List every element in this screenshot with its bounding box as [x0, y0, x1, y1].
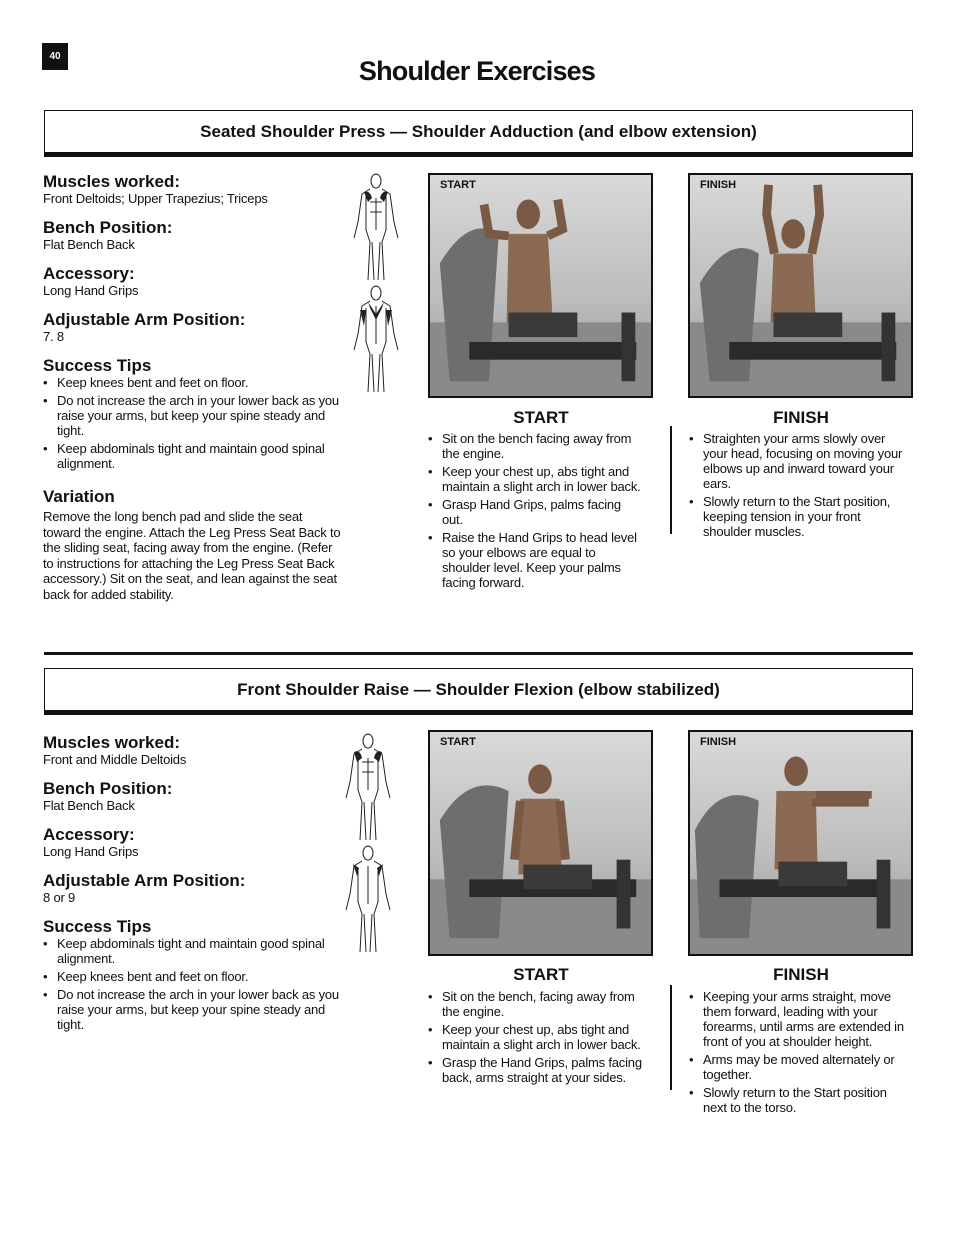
start-steps-list [428, 989, 644, 1088]
column-divider [670, 426, 672, 534]
finish-heading: FINISH [773, 408, 829, 427]
list-item: • Straighten your arms slowly over your head, focusing on moving your elbows up and inward toward your ears. [689, 431, 905, 491]
list-item: • Grasp Hand Grips, palms facing out. [428, 497, 644, 527]
anatomy-back-icon [348, 284, 404, 396]
anatomy-front-icon [340, 732, 396, 844]
success-tips-list [43, 936, 343, 1032]
list-item: • Keeping your arms straight, move them forward, leading with your forearms, until arms are extended in front of you at shoulder height. [689, 989, 905, 1049]
exercise-1-info [43, 172, 343, 602]
anatomy-back-icon [340, 844, 396, 956]
list-item: • Slowly return to the Start position, keeping tension in your front shoulder muscles. [689, 494, 905, 539]
anatomy-front-icon [348, 172, 404, 284]
variation-label: Variation [43, 487, 115, 506]
muscles-value: Front and Middle Deltoids [43, 752, 187, 767]
list-item: • Slowly return to the Start position next to the torso. [689, 1085, 905, 1115]
list-item: • Keep knees bent and feet on floor. [43, 375, 343, 390]
list-item: • Keep your chest up, abs tight and maintain a slight arch in lower back. [428, 1022, 644, 1052]
accessory-label: Accessory: [43, 825, 135, 844]
list-item: • Sit on the bench facing away from the engine. [428, 431, 644, 461]
start-steps-list [428, 431, 644, 593]
start-heading: START [513, 408, 569, 427]
finish-photo [688, 173, 913, 398]
start-heading: START [513, 965, 569, 984]
start-photo [428, 173, 653, 398]
success-tips-label: Success Tips [43, 356, 152, 375]
bench-value: Flat Bench Back [43, 237, 135, 252]
success-tips-label: Success Tips [43, 917, 152, 936]
list-item: • Do not increase the arch in your lower back as you raise your arms, but keep your spine steady and tight. [43, 987, 343, 1032]
start-photo-tag: START [440, 736, 476, 748]
success-tips-list [43, 375, 343, 471]
list-item: • Keep your chest up, abs tight and maintain a slight arch in lower back. [428, 464, 644, 494]
finish-photo-tag: FINISH [700, 736, 737, 748]
accessory-value: Long Hand Grips [43, 844, 139, 859]
start-photo [428, 730, 653, 956]
arm-position-label: Adjustable Arm Position: [43, 310, 246, 329]
list-item: • Raise the Hand Grips to head level so your elbows are equal to shoulder level. Keep your palms facing forward. [428, 530, 644, 590]
finish-photo [688, 730, 913, 956]
finish-steps-list [689, 431, 905, 542]
exercise-2-title: Front Shoulder Raise — Shoulder Flexion (elbow stabilized) [44, 668, 913, 715]
start-photo-tag: START [440, 179, 476, 191]
finish-steps-list [689, 989, 905, 1118]
page-title: Shoulder Exercises [358, 56, 596, 86]
list-item: • Grasp the Hand Grips, palms facing back, arms straight at your sides. [428, 1055, 644, 1085]
list-item: • Keep abdominals tight and maintain good spinal alignment. [43, 936, 343, 966]
finish-photo-tag: FINISH [700, 179, 737, 191]
accessory-label: Accessory: [43, 264, 135, 283]
muscles-label: Muscles worked: [43, 733, 180, 752]
bench-value: Flat Bench Back [43, 798, 135, 813]
list-item: • Keep abdominals tight and maintain good spinal alignment. [43, 441, 343, 471]
exercise-2-info [43, 733, 343, 1035]
bench-label: Bench Position: [43, 218, 173, 237]
list-item: • Keep knees bent and feet on floor. [43, 969, 343, 984]
arm-position-value: 7. 8 [43, 329, 64, 344]
finish-heading: FINISH [773, 965, 829, 984]
variation-text: Remove the long bench pad and slide the seat toward the engine. Attach the Leg Press Seat Back to the sliding seat, facing away from the engine. (Refer to instructions for attaching the Leg Press Seat Back accessory.) Sit on the seat, and lean against the seat back for added stability. [43, 509, 341, 602]
list-item: • Sit on the bench, facing away from the engine. [428, 989, 644, 1019]
page-number: 40 [42, 43, 68, 70]
section-divider [44, 652, 913, 655]
column-divider [670, 985, 672, 1090]
accessory-value: Long Hand Grips [43, 283, 139, 298]
muscles-label: Muscles worked: [43, 172, 180, 191]
bench-label: Bench Position: [43, 779, 173, 798]
exercise-1-title: Seated Shoulder Press — Shoulder Adduction (and elbow extension) [44, 110, 913, 157]
muscles-value: Front Deltoids; Upper Trapezius; Triceps [43, 191, 268, 206]
list-item: • Do not increase the arch in your lower back as you raise your arms, but keep your spine steady and tight. [43, 393, 343, 438]
list-item: • Arms may be moved alternately or together. [689, 1052, 905, 1082]
arm-position-value: 8 or 9 [43, 890, 76, 905]
arm-position-label: Adjustable Arm Position: [43, 871, 246, 890]
